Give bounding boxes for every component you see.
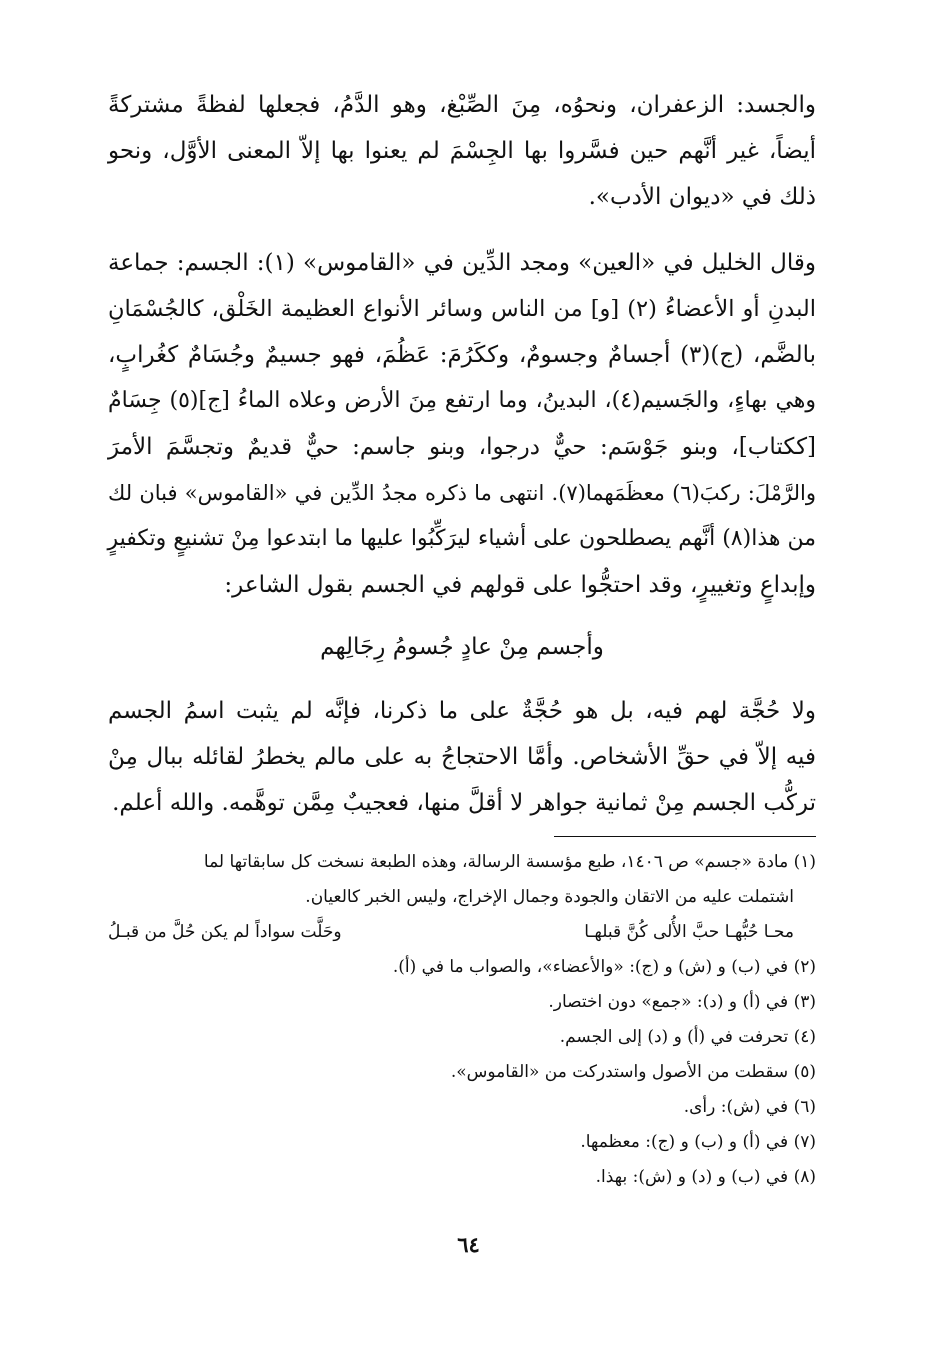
hemistich-second: وحَلَّت سواداً لم يكن حُلَّ من قبـلُ xyxy=(108,922,342,942)
footnote-8: (٨) في (ب) و (د) و (ش): بهذا. xyxy=(595,1167,816,1187)
footnotes xyxy=(108,845,816,1195)
text-line: ذلك في «ديوان الأدب». xyxy=(588,184,816,210)
hemistich-first: محـا حُبُّهـا حبَّ الأُلى كُنَّ قبلهـا xyxy=(584,922,794,942)
footnote-4: (٤) تحرفت في (أ) و (د) إلى الجسم. xyxy=(559,1027,816,1047)
text-line: والرَّمْلَ: ركبَ(٦) معظَمَهما(٧). انتهى ما ذكره مجدُ الدِّين في «القاموس» فبان لك xyxy=(108,481,816,505)
text-line: من هذا(٨) أنَّهم يصطلحون على أشياء ليرَكِّبُوا عليها ما ابتدعوا مِنْ تشنيعٍ وتكفيرٍ xyxy=(107,526,816,551)
text-line: تركُّب الجسم مِنْ ثمانية جواهر لا أقلَّ منها، فعجيبٌ مِمَّن توهَّمه. والله أعلم. xyxy=(112,790,816,816)
text-line: أيضاً، غير أنَّهم حين فسَّروا بها الجِسْمَ لم يعنوا بها إلاّ المعنى الأوَّل، ونحو xyxy=(108,138,816,164)
text-line: فيه إلاّ في حقِّ الأشخاص. وأمَّا الاحتجاجُ به على مالم يخطرُ لقائله ببال مِنْ xyxy=(108,744,816,770)
page-number: ٦٤ xyxy=(457,1232,480,1257)
paragraph-gap xyxy=(108,220,816,240)
text-line: وهي بهاءٍ، والجَسيم(٤)، البدينُ، وما ارتفع مِنَ الأرض وعلاه الماءُ [ج](٥) جِسَامٌ xyxy=(108,388,817,413)
footnote-2: (٢) في (ب) و (ش) و (ج): «والأعضاء»، والصواب ما في (أ). xyxy=(392,957,816,977)
footnote-6: (٦) في (ش): رأى. xyxy=(683,1097,816,1117)
text-line: البدنِ أو الأعضاءُ (٢) [و] من الناس وسائر الأنواع العظيمة الخَلْق، كالجُسْمَانِ xyxy=(108,296,817,322)
paragraph-2 xyxy=(108,240,816,608)
footnote-1: (١) مادة «جسم» ص ١٤٠٦، طبع مؤسسة الرسالة، وهذه الطبعة نسخت كل سابقاتها لما xyxy=(203,852,816,872)
footnote-3: (٣) في (أ) و (د): «جمع» دون اختصار. xyxy=(548,992,816,1012)
footnote-verse xyxy=(108,915,816,950)
text-line: والجسد: الزعفران، ونحوُه، مِنَ الصِّبْغ، وهو الدَّمُ، فجعلها لفظةً مشتركةً xyxy=(108,92,816,118)
verse-line: وأجسم مِنْ عادٍ جُسومُ رِجَالِهم xyxy=(320,634,604,660)
footnote-divider xyxy=(554,836,816,837)
text-line: بالضَّم، (ج)(٣) أجسامٌ وجسومٌ، وككَرُمَ: عَظُمَ، فهو جسيمٌ وجُسَامٌ كغُرابٍ، xyxy=(108,342,816,368)
footnote-7: (٧) في (أ) و (ب) و (ج): معظمها. xyxy=(580,1132,816,1152)
footnote-1-continuation: اشتملت عليه من الاتقان والجودة وجمال الإخراج، وليس الخبر كالعيان. xyxy=(305,887,794,907)
page-body xyxy=(108,82,816,1195)
footnote-5: (٥) سقطت من الأصول واستدركت من «القاموس». xyxy=(450,1062,816,1082)
paragraph-3 xyxy=(108,688,816,826)
paragraph-1 xyxy=(108,82,816,220)
text-line: ولا حُجَّة لهم فيه، بل هو حُجَّةٌ على ما ذكرنا، فإنَّه لم يثبت اسمُ الجسم xyxy=(108,698,816,724)
text-line: وإبداعٍ وتغييرٍ، وقد احتجُّوا على قولهم في الجسم بقول الشاعر: xyxy=(224,572,816,598)
text-line: [ككتاب]، وبنو جَوْسَم: حيٌّ درجوا، وبنو جاسم: حيٌّ قديمٌ وتجسَّمَ الأمرَ xyxy=(108,434,816,460)
text-line: وقال الخليل في «العين» ومجد الدِّين في «القاموس» (١): الجسم: جماعة xyxy=(108,250,816,276)
